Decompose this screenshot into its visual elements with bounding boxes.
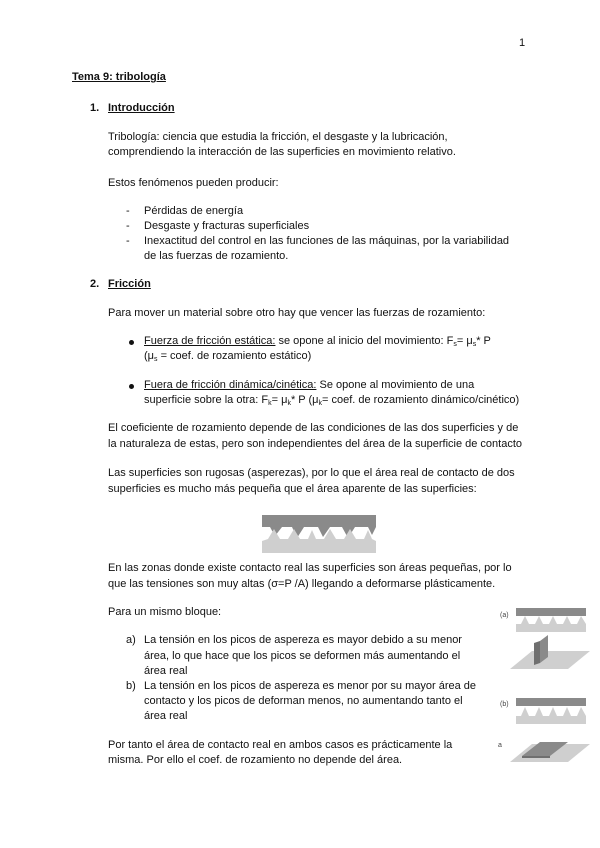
svg-shape [522,756,550,758]
bullet-icon [129,340,134,345]
case-a-line: área, lo que hace que los picos se deformen más aumentando el [144,650,461,662]
page-number: 1 [519,37,526,49]
svg-shape [534,641,540,665]
bullet-icon [129,384,134,389]
kinetic-friction-line-1: Fuera de fricción dinámica/cinética: Se opone al movimiento de una [144,379,475,391]
coef-paragraph-line-1: El coeficiente de rozamiento depende de las condiciones de las dos superficies y de [108,422,519,434]
narrow-block-figure [510,635,590,675]
case-b-line: área real [144,710,188,722]
figure-label-a: (a) [500,612,509,619]
case-a-line: área real [144,665,188,677]
asperity-contact-figure [262,515,376,553]
figure-label-c: a [498,742,502,749]
contact-paragraph-line-2: que las tensiones son muy altas (σ=P /A) llegando a deformarse plásticamente. [108,578,496,590]
effect-item: Inexactitud del control en las funciones de las máquinas, por la variabilidad [144,235,510,247]
svg-shape [516,707,586,724]
figure-label-b: (b) [500,701,509,708]
kinetic-friction-line-2: superficie sobre la otra: $F_k= \mu_k*$ P ($\mu_k=$ coef. de rozamiento dinámico/cinético) [144,394,520,407]
wide-block-figure [510,730,590,768]
block-intro: Para un mismo bloque: [108,606,222,618]
conclusion-line-2: misma. Por ello el coef. de rozamiento no depende del área. [108,754,403,766]
contact-paragraph-line-1: En las zonas donde existe contacto real las superficies son áreas pequeñas, por lo [108,562,512,574]
section-1-heading: Introducción [108,102,175,114]
definition-line-1: Tribología: ciencia que estudia la fricción, el desgaste y la lubricación, [108,131,448,143]
lower-surface [262,529,376,553]
conclusion-line-1: Por tanto el área de contacto real en ambos casos es prácticamente la [108,739,453,751]
dash: - [126,220,130,232]
topic-title: Tema 9: tribología [72,71,166,83]
svg-shape [516,616,586,632]
case-a-label: a) [126,634,136,646]
static-friction-line-2: ($\mu_s$ = coef. de rozamiento estático) [144,350,312,363]
effect-item: Desgaste y fracturas superficiales [144,220,310,232]
upper-asperities [262,515,376,538]
section-2-heading: Fricción [108,278,151,290]
effect-item-continued: de las fuerzas de rozamiento. [144,250,289,262]
coef-paragraph-line-2: la naturaleza de estas, pero son independientes del área de la superficie de contacto [108,438,523,450]
svg-shape [516,698,586,706]
dash: - [126,235,130,247]
section-2-number: 2. [90,278,100,290]
case-b-line: contacto y los picos de deforman menos, no aumentando tanto el [144,695,463,707]
rough-paragraph-line-2: superficies es mucho más pequeña que el área aparente de las superficies: [108,483,477,495]
case-a-line: La tensión en los picos de aspereza es mayor debido a su menor [144,634,462,646]
case-b-line: La tensión en los picos de aspereza es menor por su mayor área de [144,680,477,692]
effect-item: Pérdidas de energía [144,205,244,217]
small-block-asperities-figure [516,608,586,632]
dash: - [126,205,130,217]
static-friction-line-1: Fuerza de fricción estática: se opone al inicio del movimiento: $F_s= \mu_s*$ P [144,335,491,348]
svg-shape [510,651,590,669]
effects-intro: Estos fenómenos pueden producir: [108,177,279,189]
definition-line-2: comprendiendo la interacción de las superficies en movimiento relativo. [108,146,456,158]
section-1-number: 1. [90,102,100,114]
friction-intro: Para mover un material sobre otro hay que vencer las fuerzas de rozamiento: [108,307,486,319]
large-block-asperities-figure [516,698,586,724]
rough-paragraph-line-1: Las superficies son rugosas (asperezas), por lo que el área real de contacto de dos [108,467,515,479]
svg-shape [516,608,586,616]
case-b-label: b) [126,680,136,692]
